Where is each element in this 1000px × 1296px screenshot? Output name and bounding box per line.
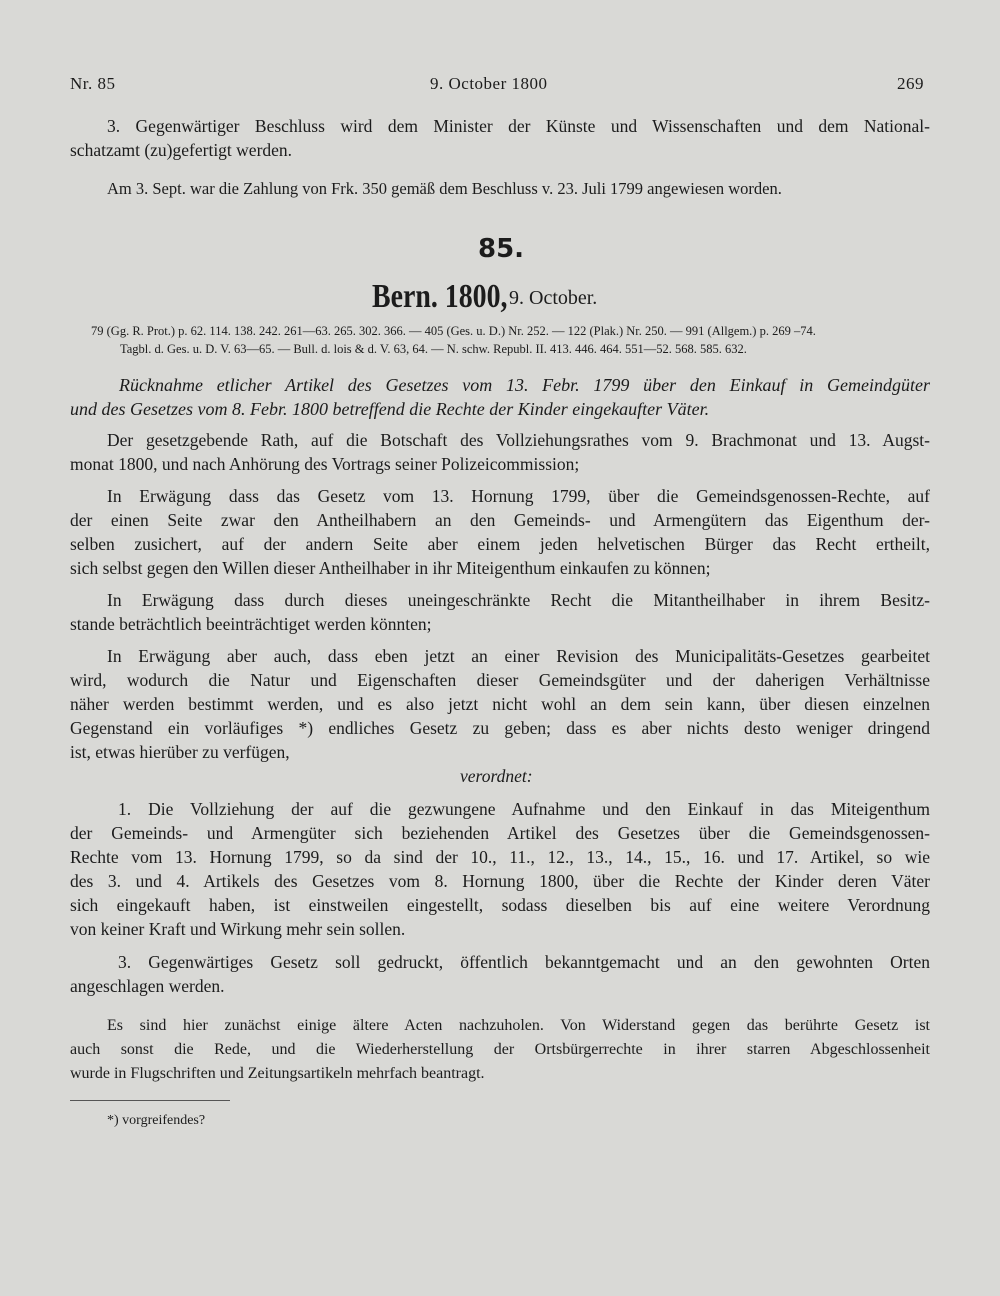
article-1-line-1: 1. Die Vollziehung der auf die gezwungene Aufnahme und den Einkauf in das Miteigenthum xyxy=(118,799,930,819)
recital-1-line-4: sich selbst gegen den Willen dieser Antheilhaber in ihr Miteigenthum einkaufen zu können; xyxy=(70,558,711,578)
footnote-rule xyxy=(70,1100,230,1101)
preamble-line-2: monat 1800, und nach Anhörung des Vortrags seiner Polizeicommission; xyxy=(70,454,580,474)
header-issue-number: Nr. 85 xyxy=(70,74,116,93)
recital-1-line-1: In Erwägung dass das Gesetz vom 13. Hornung 1799, über die Gemeindsgenossen-Rechte, auf xyxy=(107,486,930,506)
article-1-line-6: von keiner Kraft und Wirkung mehr sein sollen. xyxy=(70,919,406,939)
entry-place-year: Bern. 1800, xyxy=(372,278,508,315)
title-line-1: Rücknahme etlicher Artikel des Gesetzes vom 13. Febr. 1799 über den Einkauf in Gemeindgüter xyxy=(119,375,930,395)
recital-2-line-1: In Erwägung dass durch dieses uneingeschränkte Recht die Mitantheilhaber in ihrem Besitz- xyxy=(107,590,930,610)
article-1-line-3: Rechte vom 13. Hornung 1799, so da sind der 10., 11., 12., 13., 14., 15., 16. und 17. Artikel, so wie xyxy=(70,847,930,867)
recital-2-line-2: stande beträchtlich beeinträchtiget werden könnten; xyxy=(70,614,432,634)
references-line-1: 79 (Gg. R. Prot.) p. 62. 114. 138. 242. 261—63. 265. 302. 366. — 405 (Ges. u. D.) Nr. 252. — 122 (Plak.) Nr. 250. — 991 (Allgem.) p. 269 –74. xyxy=(91,324,816,338)
recital-3-line-5: ist, etwas hierüber zu verfügen, xyxy=(70,742,290,762)
verordnet-label: verordnet: xyxy=(460,766,533,786)
references-line-2: Tagbl. d. Ges. u. D. V. 63—65. — Bull. d. lois & d. V. 63, 64. — N. schw. Republ. II. 413. 446. 464. 551—52. 568. 585. 632. xyxy=(120,342,747,356)
entry-number: 85. xyxy=(478,234,525,264)
recital-3-line-3: näher werden bestimmt werden, und es also jetzt nicht wohl an dem sein kann, über diesen einzelnen xyxy=(70,694,930,714)
article-3-line-1: 3. Gegenwärtiges Gesetz soll gedruckt, öffentlich bekanntgemacht und an den gewohnten Orten xyxy=(118,952,930,972)
previous-item-3-line-1: 3. Gegenwärtiger Beschluss wird dem Minister der Künste und Wissenschaften und dem National- xyxy=(107,116,930,136)
recital-3-line-1: In Erwägung aber auch, dass eben jetzt an einer Revision des Municipalitäts-Gesetzes gearbeitet xyxy=(107,646,930,666)
recital-3-line-2: wird, wodurch die Natur und Eigenschaften dieser Gemeindsgüter und der daherigen Verhältnisse xyxy=(70,670,930,690)
previous-item-3-line-2: schatzamt (zu)gefertigt werden. xyxy=(70,140,293,160)
commentary-line-3: wurde in Flugschriften und Zeitungsartikeln mehrfach beantragt. xyxy=(70,1065,485,1082)
article-1-line-2: der Gemeinds- und Armengüter sich beziehenden Artikel des Gesetzes über die Gemeindsgenossen- xyxy=(70,823,930,843)
commentary-line-2: auch sonst die Rede, und die Wiederherstellung der Ortsbürgerrechte in ihrer starren Abgeschlossenheit xyxy=(70,1041,930,1058)
footnote: *) vorgreifendes? xyxy=(107,1113,206,1128)
article-1-line-4: des 3. und 4. Artikels des Gesetzes vom 8. Hornung 1800, über die Rechte der Kinder deren Väter xyxy=(70,871,930,891)
commentary-line-1: Es sind hier zunächst einige ältere Acten nachzuholen. Von Widerstand gegen das berührte Gesetz ist xyxy=(107,1017,930,1034)
entry-date: 9. October. xyxy=(509,287,598,309)
article-1-line-5: sich eingekauft haben, ist einstweilen eingestellt, sodass dieselben bis auf eine weitere Verordnung xyxy=(70,895,930,915)
article-3-line-2: angeschlagen werden. xyxy=(70,976,225,996)
recital-1-line-2: der einen Seite zwar den Antheilhabern an den Gemeinds- und Armengütern das Eigenthum der- xyxy=(70,510,930,530)
recital-1-line-3: selben zusichert, auf der andern Seite aber einem jeden helvetischen Bürger das Recht ertheilt, xyxy=(70,534,930,554)
header-page-number: 269 xyxy=(897,74,924,93)
previous-entry-note: Am 3. Sept. war die Zahlung von Frk. 350 gemäß dem Beschluss v. 23. Juli 1799 angewiesen worden. xyxy=(107,179,782,198)
recital-3-line-4: Gegenstand ein vorläufiges *) endliches Gesetz zu geben; dass es aber nichts desto weniger dringend xyxy=(70,718,930,738)
preamble-line-1: Der gesetzgebende Rath, auf die Botschaft des Vollziehungsrathes vom 9. Brachmonat und 13. Augst- xyxy=(107,430,930,450)
title-line-2: und des Gesetzes vom 8. Febr. 1800 betreffend die Rechte der Kinder eingekaufter Väter. xyxy=(70,399,710,419)
header-date: 9. October 1800 xyxy=(430,74,548,93)
